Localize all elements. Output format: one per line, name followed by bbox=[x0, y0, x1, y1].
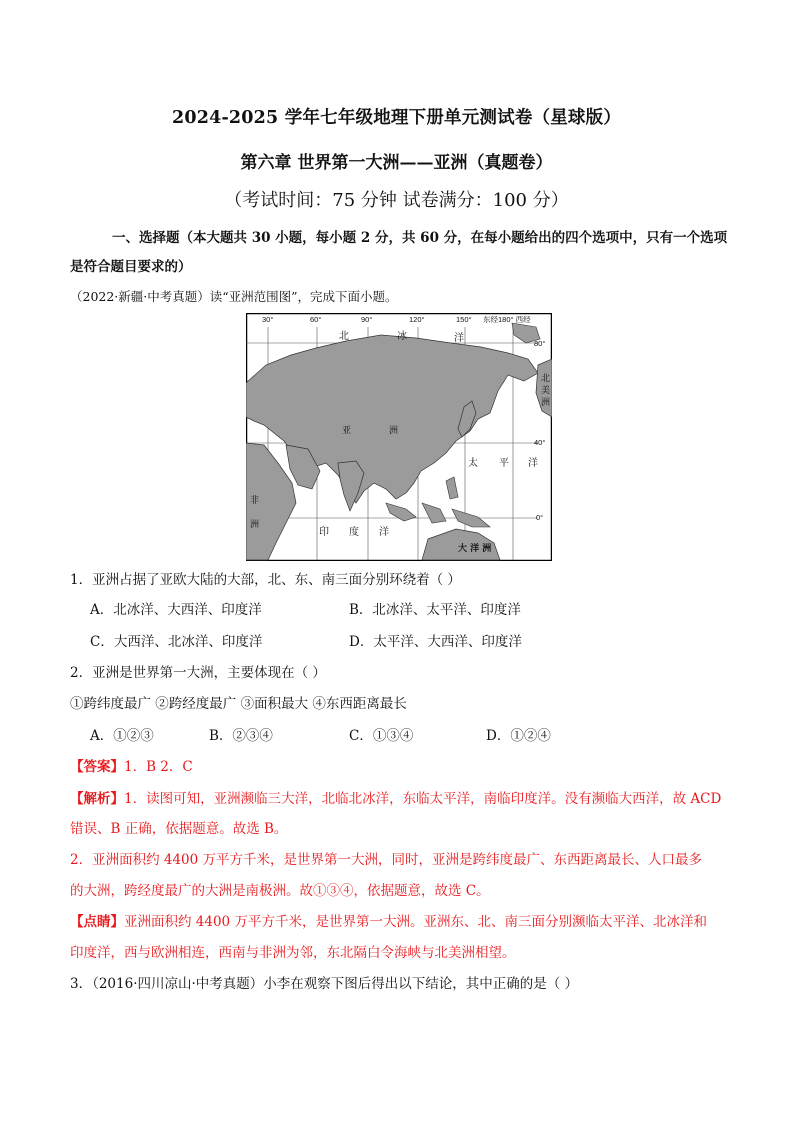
q2-option-b: B．②③④ bbox=[209, 728, 273, 744]
label-asia-2: 洲 bbox=[389, 426, 399, 436]
lon-label-90: 90° bbox=[361, 315, 373, 324]
section-heading-line2: 是符合题目要求的） bbox=[70, 259, 192, 275]
analysis-line4: 的大洲，跨经度最广的大洲是南极洲。故①③④，依据题意，故选 C。 bbox=[70, 883, 490, 899]
lon-label-180: 东经180° 西经 bbox=[483, 315, 531, 324]
label-na-1: 北 bbox=[541, 374, 551, 384]
analysis-line2: 错误、B 正确，依据题意。故选 B。 bbox=[70, 821, 288, 837]
label-arctic-2: 冰 bbox=[397, 331, 407, 342]
comment-line1 bbox=[70, 912, 707, 932]
label-indian-3: 洋 bbox=[379, 527, 389, 538]
document-title: 2024-2025 学年七年级地理下册单元测试卷（星球版） bbox=[171, 108, 622, 128]
label-indian-2: 度 bbox=[349, 527, 359, 538]
label-arctic-3: 洋 bbox=[454, 333, 464, 344]
label-arctic-1: 北 bbox=[339, 331, 349, 342]
q2-statements: ①跨纬度最广 ②跨经度最广 ③面积最大 ④东西距离最长 bbox=[70, 696, 407, 712]
q1-stem: 1．亚洲占据了亚欧大陆的大部，北、东、南三面分别环绕着（ ） bbox=[70, 572, 461, 588]
analysis-line1 bbox=[70, 789, 721, 809]
label-na-3: 洲 bbox=[541, 398, 551, 408]
q1-option-d: D．太平洋、大西洋、印度洋 bbox=[349, 634, 522, 650]
chapter-title: 第六章 世界第一大洲——亚洲（真题卷） bbox=[240, 153, 553, 173]
comment-tag: 【点睛】 bbox=[70, 914, 124, 930]
asia-map bbox=[246, 313, 552, 561]
lon-label-60: 60° bbox=[310, 315, 322, 324]
q3-stem: 3．（2016·四川凉山·中考真题）小李在观察下图后得出以下结论，其中正确的是（ ） bbox=[70, 976, 579, 992]
label-oceania: 大 洋 洲 bbox=[458, 544, 492, 554]
lat-label-0: 0° bbox=[536, 513, 544, 522]
label-africa-1: 非 bbox=[250, 496, 260, 506]
lon-label-30: 30° bbox=[262, 315, 274, 324]
q1-option-a: A．北冰洋、大西洋、印度洋 bbox=[90, 602, 262, 618]
analysis-text-1: 1．读图可知，亚洲濒临三大洋，北临北冰洋，东临太平洋，南临印度洋。没有濒临大西洋，故 ACD bbox=[124, 791, 722, 807]
label-pacific-1: 太 bbox=[468, 458, 478, 469]
answer-text: 1．B 2．C bbox=[124, 759, 193, 775]
label-na-2: 美 bbox=[541, 386, 551, 396]
section-heading-line1: 一、选择题（本大题共 30 小题，每小题 2 分，共 60 分，在每小题给出的四个选项中，只有一个选项 bbox=[112, 230, 728, 246]
q2-option-a: A．①②③ bbox=[90, 728, 154, 744]
exam-info: （考试时间：75 分钟 试卷满分：100 分） bbox=[224, 190, 569, 211]
q2-stem: 2．亚洲是世界第一大洲，主要体现在（ ） bbox=[70, 665, 326, 681]
label-asia-1: 亚 bbox=[342, 426, 352, 436]
comment-text-1: 亚洲面积约 4400 万平方千米，是世界第一大洲。亚洲东、北、南三面分别濒临太平洋、北冰洋和 bbox=[124, 914, 707, 930]
comment-line2: 印度洋，西与欧洲相连，西南与非洲为邻，东北隔白令海峡与北美洲相望。 bbox=[70, 945, 516, 961]
lon-label-150: 150° bbox=[456, 315, 472, 324]
analysis-line3: 2．亚洲面积约 4400 万平方千米，是世界第一大洲，同时，亚洲是跨纬度最广、东西距离最长、人口最多 bbox=[70, 852, 703, 868]
answer-block bbox=[70, 757, 193, 777]
label-indian-1: 印 bbox=[319, 527, 329, 538]
answer-tag: 【答案】 bbox=[70, 759, 124, 775]
q2-option-c: C．①③④ bbox=[349, 728, 414, 744]
label-pacific-3: 洋 bbox=[528, 458, 538, 469]
label-africa-2: 洲 bbox=[250, 520, 260, 530]
q2-option-d: D．①②④ bbox=[486, 728, 551, 744]
lat-label-80: 80° bbox=[534, 339, 546, 348]
label-pacific-2: 平 bbox=[499, 458, 509, 469]
analysis-tag: 【解析】 bbox=[70, 791, 124, 807]
q1-option-b: B．北冰洋、太平洋、印度洋 bbox=[349, 602, 521, 618]
question-intro: （2022·新疆·中考真题）读“亚洲范围图”，完成下面小题。 bbox=[70, 289, 398, 304]
lon-label-120: 120° bbox=[409, 315, 425, 324]
lat-label-40: 40° bbox=[534, 438, 546, 447]
q1-option-c: C．大西洋、北冰洋、印度洋 bbox=[90, 634, 263, 650]
